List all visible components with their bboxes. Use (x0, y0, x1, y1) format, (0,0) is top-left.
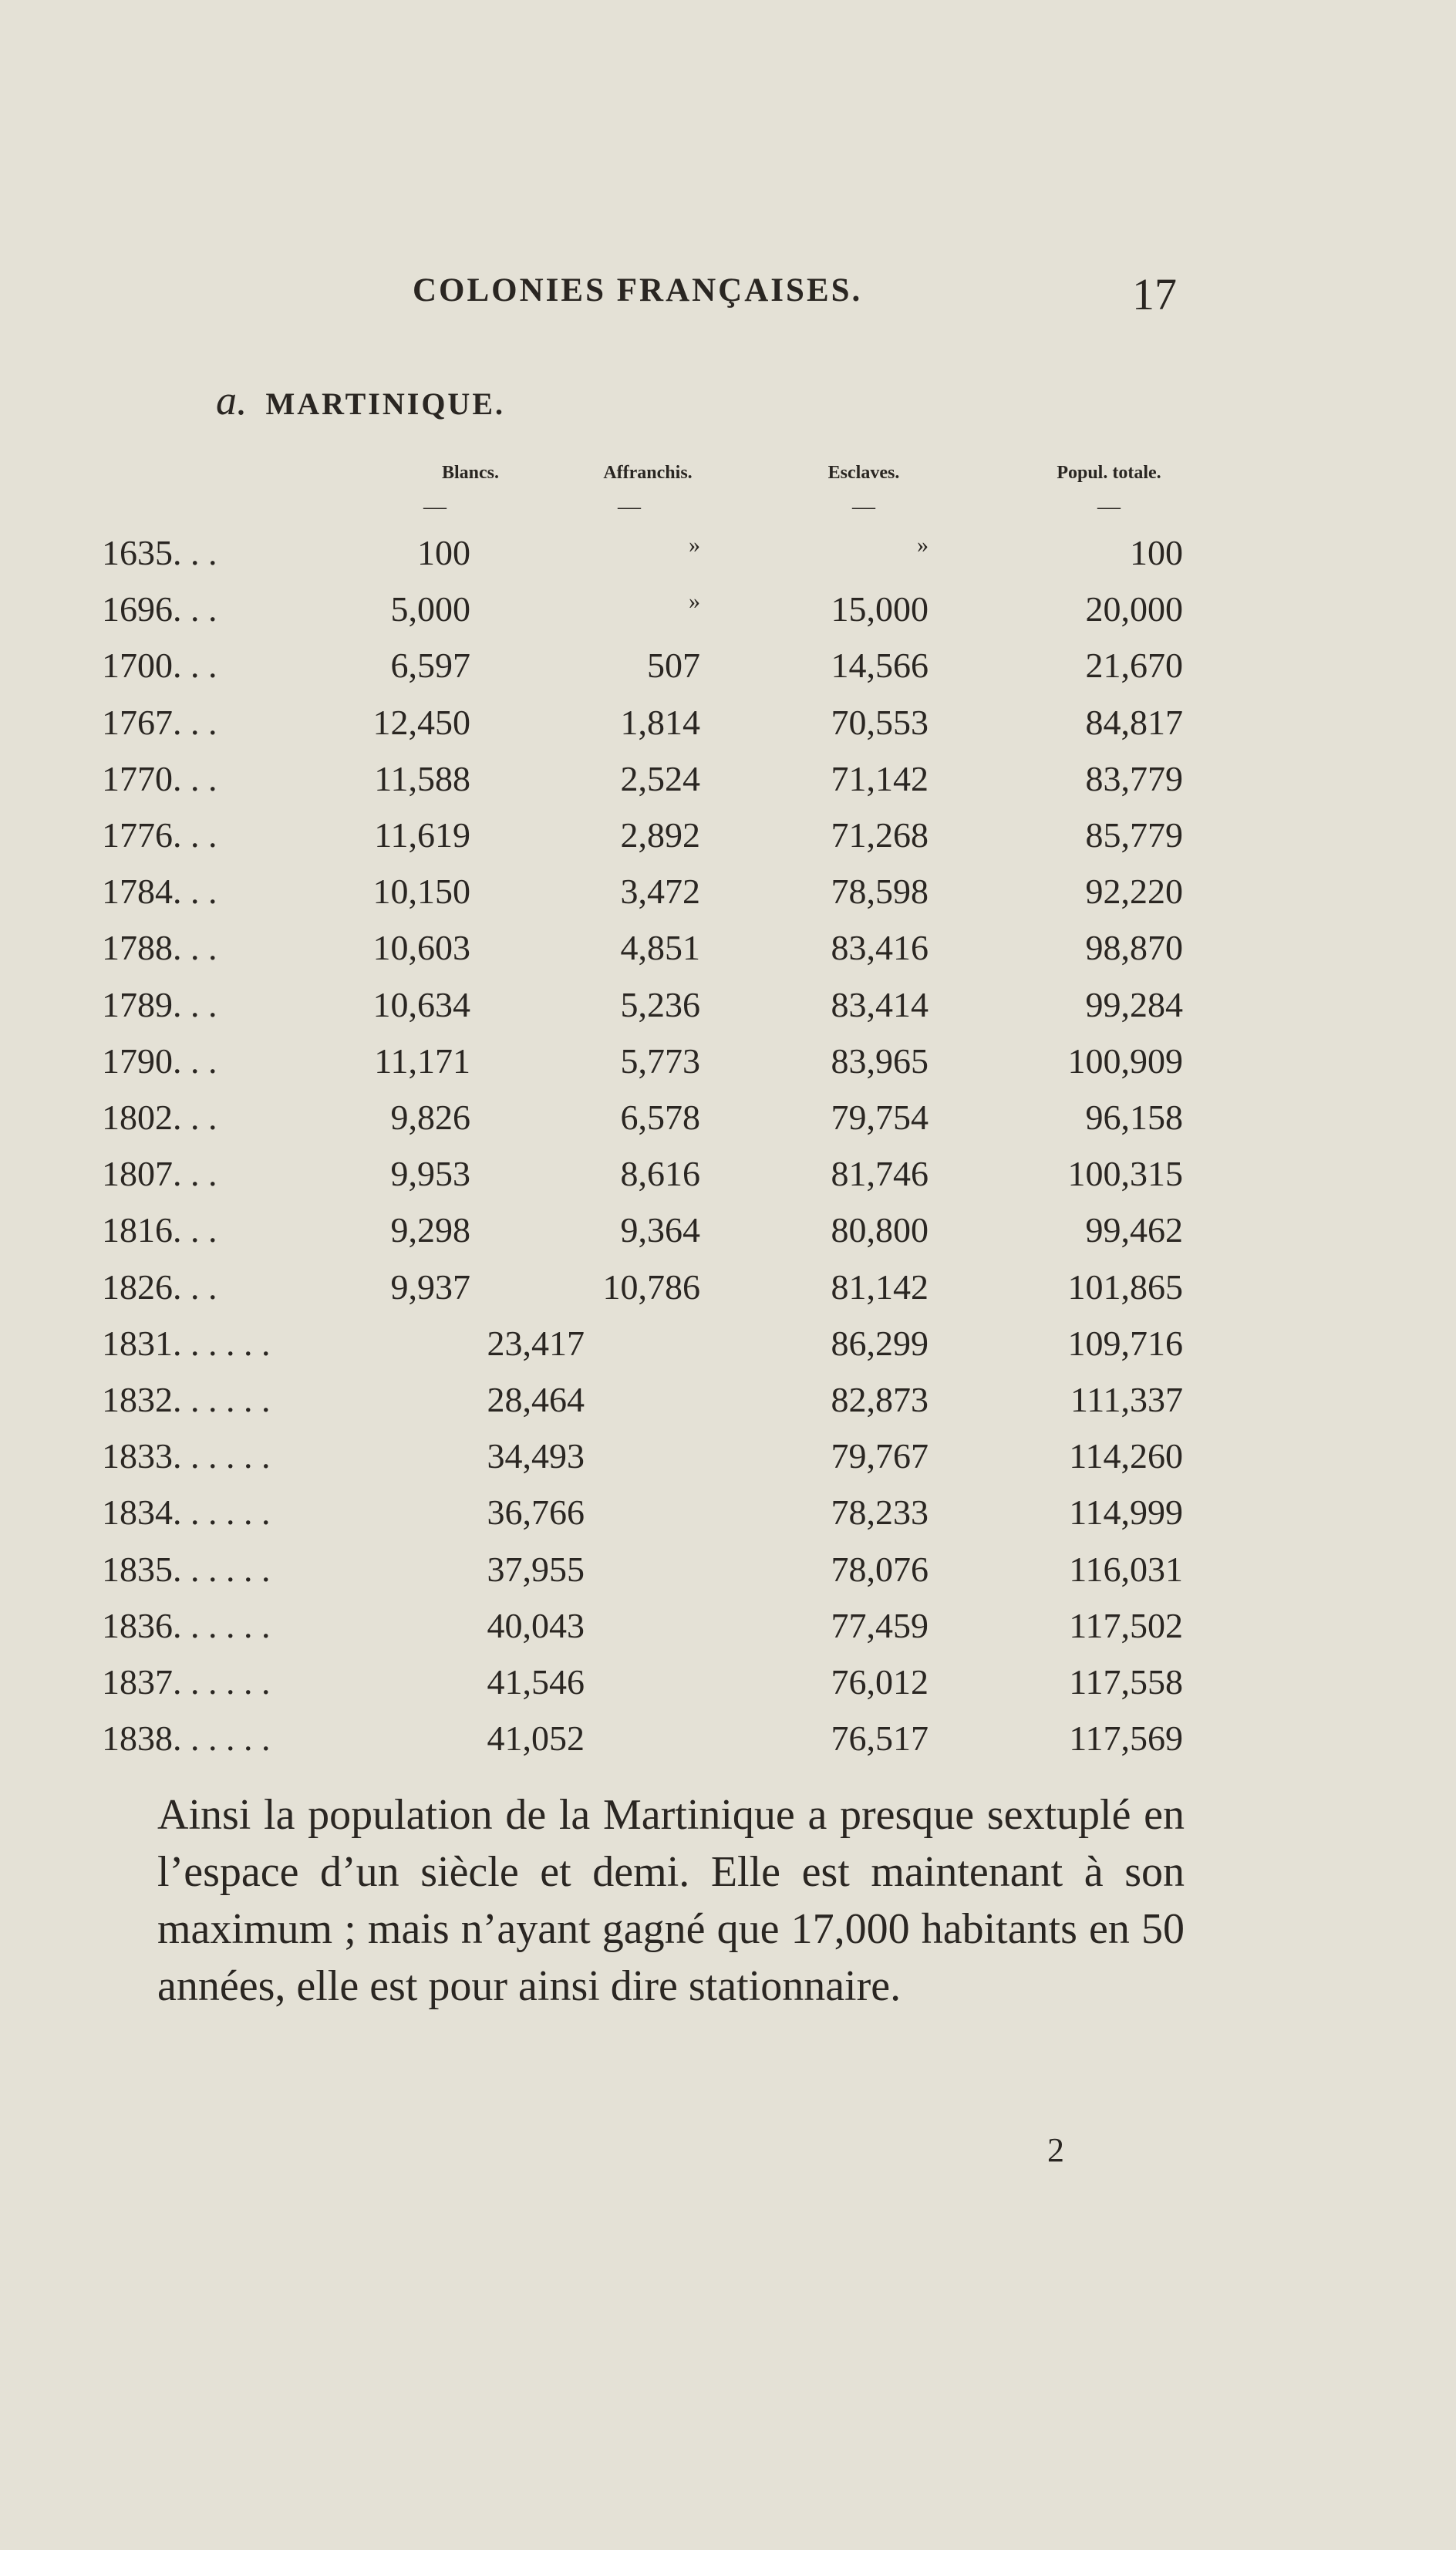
row-affranchis: 10,786 (602, 1267, 700, 1307)
row-total: 114,260 (1069, 1436, 1183, 1476)
table-row (0, 1097, 1456, 1154)
row-esclaves: 78,598 (831, 872, 929, 912)
row-total: 85,779 (1085, 815, 1183, 855)
table-row (0, 1435, 1456, 1493)
row-esclaves: 86,299 (831, 1323, 929, 1363)
table-row (0, 1041, 1456, 1098)
row-year: 1837. . . . . . (102, 1662, 271, 1702)
row-year: 1767. . . (102, 702, 217, 742)
row-blancs: 100 (417, 533, 470, 572)
row-total: 84,817 (1085, 702, 1183, 742)
table-row (0, 1153, 1456, 1210)
row-blancs: 6,597 (390, 646, 470, 686)
row-affranchis: 5,236 (620, 984, 700, 1024)
row-esclaves: 83,965 (831, 1041, 929, 1081)
row-esclaves: 71,142 (831, 758, 929, 798)
row-blancs: 9,953 (390, 1154, 470, 1194)
row-esclaves: 82,873 (831, 1380, 929, 1419)
table-row (0, 1492, 1456, 1549)
row-esclaves: 78,076 (831, 1549, 929, 1589)
row-affranchis: 507 (647, 646, 700, 686)
row-blancs: 11,588 (374, 758, 470, 798)
row-total: 83,779 (1085, 758, 1183, 798)
column-header-esclaves: Esclaves. (827, 463, 900, 483)
row-esclaves: 78,233 (831, 1493, 929, 1533)
row-free-population: 23,417 (487, 1323, 585, 1363)
table-row (0, 871, 1456, 928)
row-esclaves: 76,012 (831, 1662, 929, 1702)
table-row (0, 1209, 1456, 1267)
row-blancs: 10,603 (372, 928, 470, 968)
row-free-population: 36,766 (487, 1493, 585, 1533)
table-row (0, 645, 1456, 702)
running-title: COLONIES FRANÇAISES. (413, 272, 863, 309)
page-number: 17 (1132, 269, 1177, 319)
column-header-blancs: Blancs. (441, 463, 499, 483)
row-year: 1776. . . (102, 815, 217, 855)
row-affranchis: 6,578 (620, 1098, 700, 1137)
row-esclaves: 77,459 (831, 1605, 929, 1645)
row-blancs: 11,619 (374, 815, 470, 855)
row-year: 1696. . . (102, 589, 217, 629)
column-dash: — (618, 494, 641, 519)
row-esclaves: 79,754 (831, 1098, 929, 1137)
row-esclaves: 14,566 (831, 646, 929, 686)
row-year: 1833. . . . . . (102, 1436, 271, 1476)
table-row (0, 1605, 1456, 1662)
row-free-population: 37,955 (487, 1549, 585, 1589)
row-total: 117,502 (1069, 1605, 1183, 1645)
row-esclaves: 81,142 (831, 1267, 929, 1307)
row-year: 1826. . . (102, 1267, 217, 1307)
table-row (0, 1549, 1456, 1606)
row-year: 1770. . . (102, 758, 217, 798)
row-year: 1831. . . . . . (102, 1323, 271, 1363)
row-blancs: 5,000 (390, 589, 470, 629)
row-blancs: 9,826 (390, 1098, 470, 1137)
row-year: 1834. . . . . . (102, 1493, 271, 1533)
row-year: 1700. . . (102, 646, 217, 686)
row-esclaves: 79,767 (831, 1436, 929, 1476)
row-year: 1790. . . (102, 1041, 217, 1081)
row-year: 1635. . . (102, 533, 217, 572)
table-row (0, 1718, 1456, 1775)
row-total: 98,870 (1085, 928, 1183, 968)
row-affranchis: 1,814 (620, 702, 700, 742)
table-row (0, 927, 1456, 984)
row-blancs: 10,634 (372, 984, 470, 1024)
table-row (0, 815, 1456, 872)
row-esclaves: » (917, 532, 929, 558)
row-free-population: 40,043 (487, 1605, 585, 1645)
row-total: 117,558 (1069, 1662, 1183, 1702)
row-year: 1835. . . . . . (102, 1549, 271, 1589)
table-row (0, 1323, 1456, 1380)
row-affranchis: » (689, 589, 700, 615)
row-total: 100,315 (1067, 1154, 1183, 1194)
column-dash: — (852, 494, 875, 519)
table-row (0, 1661, 1456, 1719)
row-year: 1838. . . . . . (102, 1719, 271, 1759)
row-blancs: 9,298 (390, 1210, 470, 1250)
row-total: 109,716 (1067, 1323, 1183, 1363)
row-year: 1802. . . (102, 1098, 217, 1137)
table-row (0, 984, 1456, 1041)
row-total: 101,865 (1067, 1267, 1183, 1307)
table-row (0, 1379, 1456, 1436)
row-affranchis: 9,364 (620, 1210, 700, 1250)
table-row (0, 589, 1456, 646)
row-total: 99,462 (1085, 1210, 1183, 1250)
row-year: 1832. . . . . . (102, 1380, 271, 1419)
section-name: MARTINIQUE. (265, 386, 505, 421)
row-total: 117,569 (1069, 1719, 1183, 1759)
row-affranchis: » (689, 532, 700, 558)
row-blancs: 10,150 (372, 872, 470, 912)
row-total: 99,284 (1085, 984, 1183, 1024)
column-dash: — (423, 494, 447, 519)
row-total: 100,909 (1067, 1041, 1183, 1081)
row-blancs: 12,450 (372, 702, 470, 742)
row-esclaves: 83,416 (831, 928, 929, 968)
row-esclaves: 81,746 (831, 1154, 929, 1194)
row-affranchis: 8,616 (620, 1154, 700, 1194)
table-row (0, 758, 1456, 815)
row-affranchis: 5,773 (620, 1041, 700, 1081)
row-blancs: 11,171 (374, 1041, 470, 1081)
row-total: 96,158 (1085, 1098, 1183, 1137)
page-header (0, 269, 1456, 319)
row-affranchis: 2,524 (620, 758, 700, 798)
row-free-population: 34,493 (487, 1436, 585, 1476)
table-row (0, 702, 1456, 759)
row-esclaves: 83,414 (831, 984, 929, 1024)
row-year: 1789. . . (102, 984, 217, 1024)
row-esclaves: 80,800 (831, 1210, 929, 1250)
column-header-total: Popul. totale. (1057, 463, 1161, 483)
row-free-population: 41,546 (487, 1662, 585, 1702)
row-total: 116,031 (1069, 1549, 1183, 1589)
row-year: 1816. . . (102, 1210, 217, 1250)
row-year: 1807. . . (102, 1154, 217, 1194)
row-affranchis: 4,851 (620, 928, 700, 968)
section-heading (216, 376, 505, 424)
body-paragraph: Ainsi la population de la Martinique a presque sextuplé en l’espace d’un siècle et demi. Elle est maintenant à son maximum ; mais n’ayant gagné que 17,000 habitants en 50 années, elle est pour ainsi dire stationnaire. (157, 1791, 1185, 2010)
row-blancs: 9,937 (390, 1267, 470, 1307)
row-year: 1784. . . (102, 872, 217, 912)
section-letter: a. (216, 377, 248, 423)
row-total: 20,000 (1085, 589, 1183, 629)
row-esclaves: 70,553 (831, 702, 929, 742)
row-free-population: 28,464 (487, 1380, 585, 1419)
row-esclaves: 71,268 (831, 815, 929, 855)
row-total: 114,999 (1069, 1493, 1183, 1533)
row-year: 1836. . . . . . (102, 1605, 271, 1645)
row-esclaves: 76,517 (831, 1719, 929, 1759)
row-year: 1788. . . (102, 928, 217, 968)
row-total: 92,220 (1085, 872, 1183, 912)
row-total: 21,670 (1085, 646, 1183, 686)
row-affranchis: 3,472 (620, 872, 700, 912)
table-row (0, 1267, 1456, 1324)
column-header-affranchis: Affranchis. (603, 463, 693, 483)
column-dash: — (1097, 494, 1121, 519)
signature-mark: 2 (1047, 2131, 1064, 2169)
row-esclaves: 15,000 (831, 589, 929, 629)
row-total: 111,337 (1070, 1380, 1183, 1419)
row-free-population: 41,052 (487, 1719, 585, 1759)
table-row (0, 532, 1456, 589)
row-total: 100 (1130, 533, 1183, 572)
row-affranchis: 2,892 (620, 815, 700, 855)
